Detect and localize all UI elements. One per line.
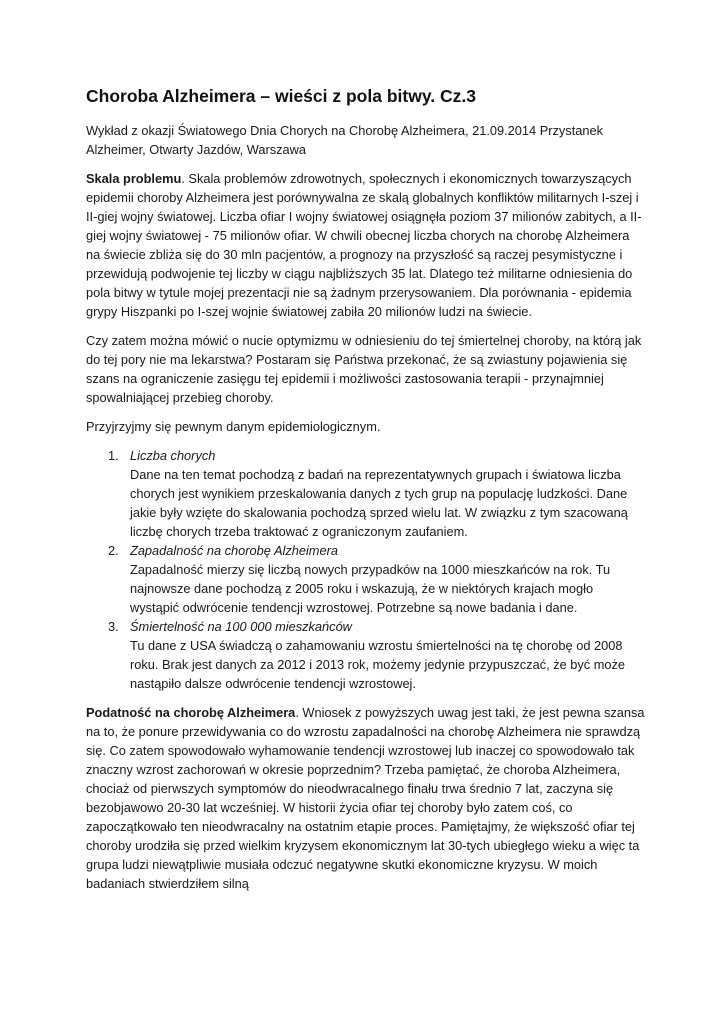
- list-item: [86, 446, 645, 541]
- susceptibility-text: . Wniosek z powyższych uwag jest taki, że jest pewna szansa na to, że ponure przewidywania co do wzrostu zapadalności na chorobę Alzheimera nie sprawdzą się. Co zatem spowodowało wyhamowanie tendencji wzrostowej lub inaczej co spowodowało tak znaczny wzrost zachorowań w okresie poprzednim? Trzeba pamiętać, że choroba Alzheimera, chociaż od pierwszych symptomów do nieodwracalnego finału trwa średnio 7 lat, zaczyna się bezobjawowo 20-30 lat wcześniej. W historii życia ofiar tej choroby było zatem coś, co zapoczątkowało ten nieodwracalny na ostatnim etapie proces. Pamiętajmy, że większość ofiar tej choroby urodziła się przed wielkim kryzysem ekonomicznym lat 30-tych ubiegłego wieku a więc ta grupa ludzi niewątpliwie musiała odczuć negatywne skutki ekonomiczne kryzysu. W moich badaniach stwierdziłem silną: [86, 705, 645, 891]
- list-item-body: Tu dane z USA świadczą o zahamowaniu wzrostu śmiertelności na tę chorobę od 2008 roku. Brak jest danych za 2012 i 2013 rok, możemy jedynie przypuszczać, że być może nastąpiło dalsze odwrócenie tendencji wzrostowej.: [130, 638, 626, 691]
- scale-paragraph: [86, 169, 645, 321]
- optimism-paragraph: Czy zatem można mówić o nucie optymizmu w odniesieniu do tej śmiertelnej choroby, na którą jak do tej pory nie ma lekarstwa? Postaram się Państwa przekonać, że są zwiastuny pojawienia się szans na ograniczenie zasięgu tej epidemii i możliwości zastosowania terapii - przynajmniej spowalniającej przebieg choroby.: [86, 333, 642, 405]
- intro-paragraph: Wykład z okazji Światowego Dnia Chorych na Chorobę Alzheimera, 21.09.2014 Przystanek Alzheimer, Otwarty Jazdów, Warszawa: [86, 123, 604, 157]
- list-item-title: Śmiertelność na 100 000 mieszkańców: [130, 619, 352, 634]
- epidemiology-list: [86, 446, 645, 693]
- scale-lead: Skala problemu: [86, 171, 182, 186]
- list-item-title: Liczba chorych: [130, 448, 216, 463]
- list-item: [86, 617, 645, 693]
- list-number: 1.: [108, 448, 119, 463]
- list-item-body: Zapadalność mierzy się liczbą nowych przypadków na 1000 mieszkańców na rok. Tu najnowsze dane pochodzą z 2005 roku i wskazują, że w niektórych krajach mogło wystąpić odwrócenie tendencji wzrostowej. Potrzebne są nowe badania i dane.: [130, 562, 611, 615]
- list-number: 2.: [108, 543, 119, 558]
- susceptibility-lead: Podatność na chorobę Alzheimera: [86, 705, 296, 720]
- list-item: [86, 541, 645, 617]
- list-item-body: Dane na ten temat pochodzą z badań na reprezentatywnych grupach i światowa liczba chorych jest wynikiem przeskalowania danych z tych grup na populację ludzkości. Dane jakie były wzięte do skalowania pochodzą sprzed wielu lat. W związku z tym szacowaną liczbę chorych trzeba traktować z ograniczonym zaufaniem.: [130, 467, 628, 539]
- document-title: Choroba Alzheimera – wieści z pola bitwy. Cz.3: [86, 86, 476, 106]
- list-number: 3.: [108, 619, 119, 634]
- susceptibility-paragraph: [86, 703, 645, 893]
- epidemiology-intro: Przyjrzyjmy się pewnym danym epidemiologicznym.: [86, 419, 381, 434]
- scale-text: . Skala problemów zdrowotnych, społecznych i ekonomicznych towarzyszących epidemii choroby Alzheimera jest porównywalna ze skalą globalnych konfliktów militarnych I-szej i II-giej wojny światowej. Liczba ofiar I wojny światowej osiągnęła poziom 37 milionów zabitych, a II-giej wojny światowej - 75 milionów ofiar. W chwili obecnej liczba chorych na chorobę Alzheimera na świecie zbliża się do 30 mln pacjentów, a prognozy na przyszłość są raczej pesymistyczne i przewidują podwojenie tej liczby w ciągu najbliższych 35 lat. Dlatego też militarne odniesienia do pola bitwy w tytule mojej prezentacji nie są żadnym przerysowaniem. Dla porównania - epidemia grypy Hiszpanki po I-szej wojnie światowej zabiła 20 milionów ludzi na świecie.: [86, 171, 642, 319]
- list-item-title: Zapadalność na chorobę Alzheimera: [130, 543, 338, 558]
